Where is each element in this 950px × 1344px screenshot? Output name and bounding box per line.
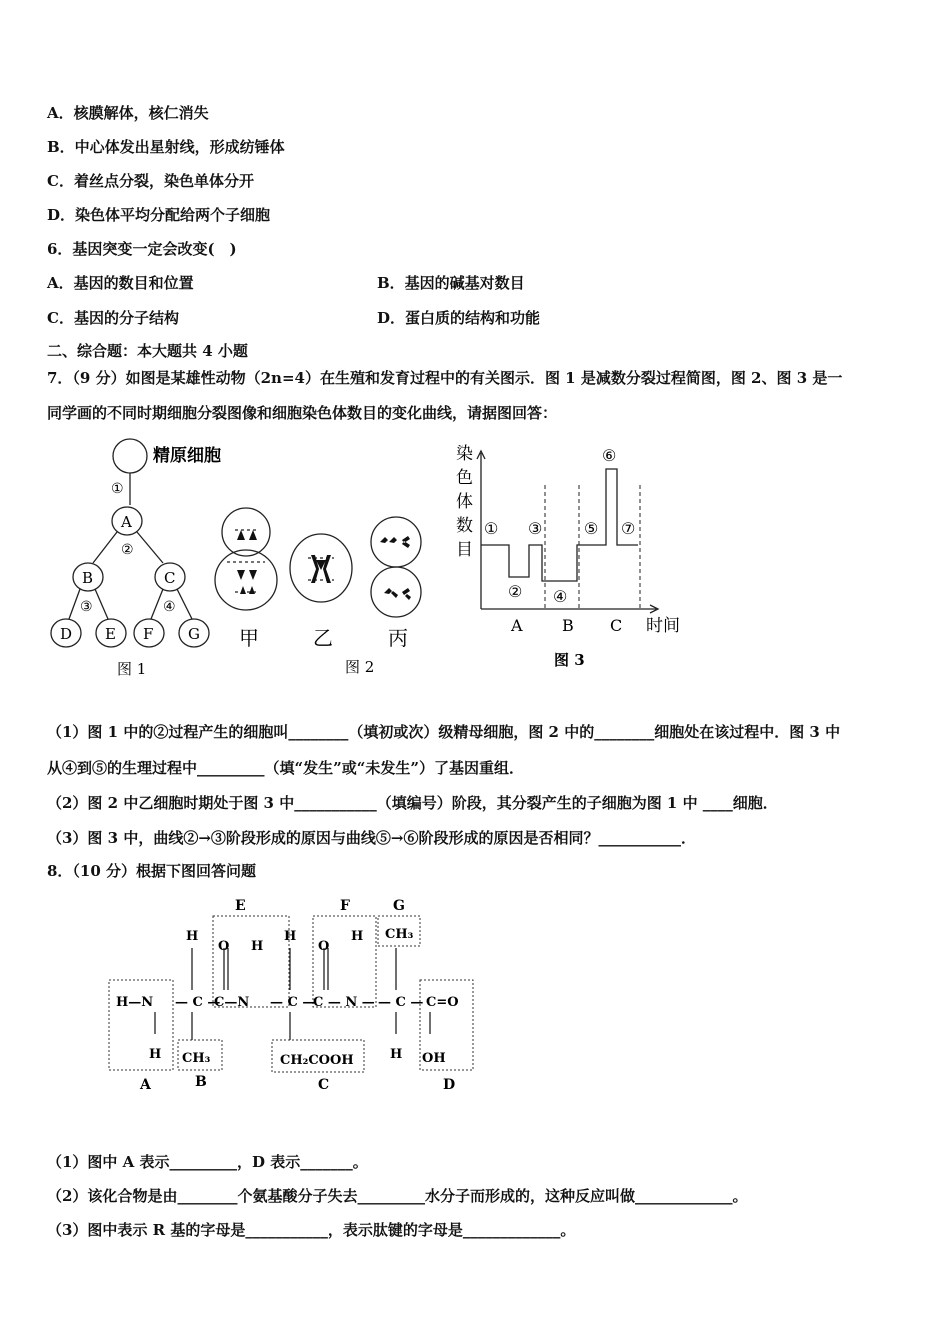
label-c: C — [318, 1077, 330, 1093]
box-a — [109, 980, 173, 1070]
q6-option-b: B．基因的碱基对数目 — [377, 274, 525, 292]
fig1-node-c: C — [164, 569, 176, 587]
svg-text:H: H — [186, 929, 199, 944]
fig3-point-6: ⑥ — [602, 446, 617, 465]
fig3-ylabel-3: 体 — [456, 492, 473, 512]
fig3-caption: 图 3 — [554, 651, 585, 669]
q7-stem-line1: 7．（9 分）如图是某雄性动物（2n=4）在生殖和发育过程中的有关图示．图 1 是减数分裂过程简图，图 2、图 3 是一 — [47, 369, 843, 387]
svg-text:C — N —: C — N — — [313, 995, 375, 1010]
label-f: F — [340, 898, 350, 914]
group-ch3-b: CH₃ — [182, 1051, 211, 1066]
q6-option-a: A．基因的数目和位置 — [47, 274, 194, 292]
svg-text:H: H — [390, 1047, 403, 1062]
q6-option-c: C．基因的分子结构 — [47, 309, 179, 327]
fig2-label-yi: 乙 — [313, 626, 333, 650]
figure-2-cell-images — [213, 500, 438, 685]
figure-q8-peptide-structure — [100, 888, 485, 1103]
fig3-ylabel-2: 色 — [456, 468, 473, 488]
q6-option-d: D．蛋白质的结构和功能 — [377, 309, 541, 327]
label-e: E — [235, 898, 246, 914]
group-h-2: H — [149, 1047, 162, 1062]
section-title: 二、综合题：本大题共 4 小题 — [47, 342, 248, 360]
fig1-step-4: ④ — [163, 599, 176, 615]
fig1-node-f: F — [143, 625, 154, 643]
fig2-label-bing: 丙 — [388, 626, 408, 650]
label-d: D — [443, 1077, 456, 1093]
fig1-top-label: 精原细胞 — [153, 446, 221, 466]
fig1-node-d: D — [60, 625, 73, 643]
q7-sub1-line1: （1）图 1 中的②过程产生的细胞叫________（填初或次）级精母细胞，图 2 中的________细胞处在该过程中．图 3 中 — [47, 723, 841, 741]
svg-text:O: O — [318, 939, 330, 954]
cell-bing — [371, 517, 421, 617]
group-oh: OH — [422, 1051, 446, 1066]
figure-3-chromosome-curve — [452, 437, 692, 682]
group-ch2cooh: CH₂COOH — [280, 1053, 354, 1068]
svg-text:H: H — [351, 929, 364, 944]
group-c-o: C=O — [426, 995, 459, 1010]
cell-jia — [215, 508, 277, 610]
q5-option-c: C．着丝点分裂，染色单体分开 — [47, 172, 254, 190]
fig3-point-1: ① — [484, 519, 499, 538]
figure-1-meiosis-diagram — [45, 437, 225, 682]
q5-option-a: A．核膜解体，核仁消失 — [47, 104, 209, 122]
q7-stem-line2: 同学画的不同时期细胞分裂图像和细胞染色体数目的变化曲线，请据图回答： — [47, 404, 558, 422]
svg-text:— C —: — C — — [378, 995, 424, 1010]
fig3-xlabel: 时间 — [646, 616, 680, 636]
fig3-ylabel-4: 数 — [456, 516, 473, 536]
q8-stem: 8．（10 分）根据下图回答问题 — [47, 862, 257, 880]
fig1-node-g: G — [188, 625, 200, 643]
fig3-ylabel-5: 目 — [456, 540, 473, 560]
q5-option-b: B．中心体发出星射线，形成纺锤体 — [47, 138, 285, 156]
svg-text:— C —: — C — — [270, 995, 316, 1010]
svg-text:H: H — [284, 929, 297, 944]
q7-sub3: （3）图 3 中，曲线②→③阶段形成的原因与曲线⑤→⑥阶段形成的原因是否相同？___________． — [47, 829, 696, 847]
q7-sub1-line2: 从④到⑤的生理过程中_________（填“发生”或“未发生”）了基因重组． — [47, 759, 525, 777]
box-f — [313, 916, 376, 1007]
fig2-caption: 图 2 — [345, 658, 375, 676]
group-c-n-1: C—N — [214, 995, 250, 1010]
fig3-curve — [481, 469, 638, 581]
q8-sub2: （2）该化合物是由________个氨基酸分子失去_________水分子而形成的，这种反应叫做_____________。 — [47, 1187, 748, 1205]
group-ch3-g: CH₃ — [385, 927, 414, 942]
label-g: G — [393, 898, 405, 914]
group-o-1: O — [218, 939, 230, 954]
fig3-xtick-a: A — [511, 616, 523, 635]
fig3-point-7: ⑦ — [621, 519, 636, 538]
fig2-label-jia: 甲 — [239, 626, 259, 650]
fig3-ylabel-1: 染 — [456, 444, 473, 464]
svg-text:— C —: — C — — [175, 995, 221, 1010]
fig3-xtick-c: C — [610, 616, 623, 635]
q6-stem: 6．基因突变一定会改变( ) — [47, 240, 237, 258]
fig3-point-2: ② — [508, 582, 523, 601]
fig1-step-1: ① — [111, 481, 124, 497]
fig1-node-b: B — [82, 569, 94, 587]
fig3-point-4: ④ — [553, 587, 568, 606]
fig1-caption: 图 1 — [117, 660, 147, 678]
fig1-node-a: A — [121, 513, 132, 531]
group-h-1: H — [251, 939, 264, 954]
fig3-point-3: ③ — [528, 519, 543, 538]
q5-option-d: D．染色体平均分配给两个子细胞 — [47, 206, 271, 224]
fig3-point-5: ⑤ — [584, 519, 599, 538]
q7-sub2: （2）图 2 中乙细胞时期处于图 3 中___________（填编号）阶段，其分裂产生的子细胞为图 1 中 ____细胞． — [47, 794, 778, 812]
label-b: B — [195, 1074, 207, 1090]
label-a: A — [140, 1077, 151, 1093]
q8-sub3: （3）图中表示 R 基的字母是___________，表示肽键的字母是_____________。 — [47, 1221, 576, 1239]
group-h-n: H—N — [116, 995, 154, 1010]
fig3-xtick-b: B — [562, 616, 574, 635]
q8-sub1: （1）图中 A 表示_________，D 表示_______。 — [47, 1153, 368, 1171]
fig1-step-2: ② — [121, 542, 134, 558]
fig1-node-e: E — [105, 625, 116, 643]
fig1-step-3: ③ — [80, 599, 93, 615]
